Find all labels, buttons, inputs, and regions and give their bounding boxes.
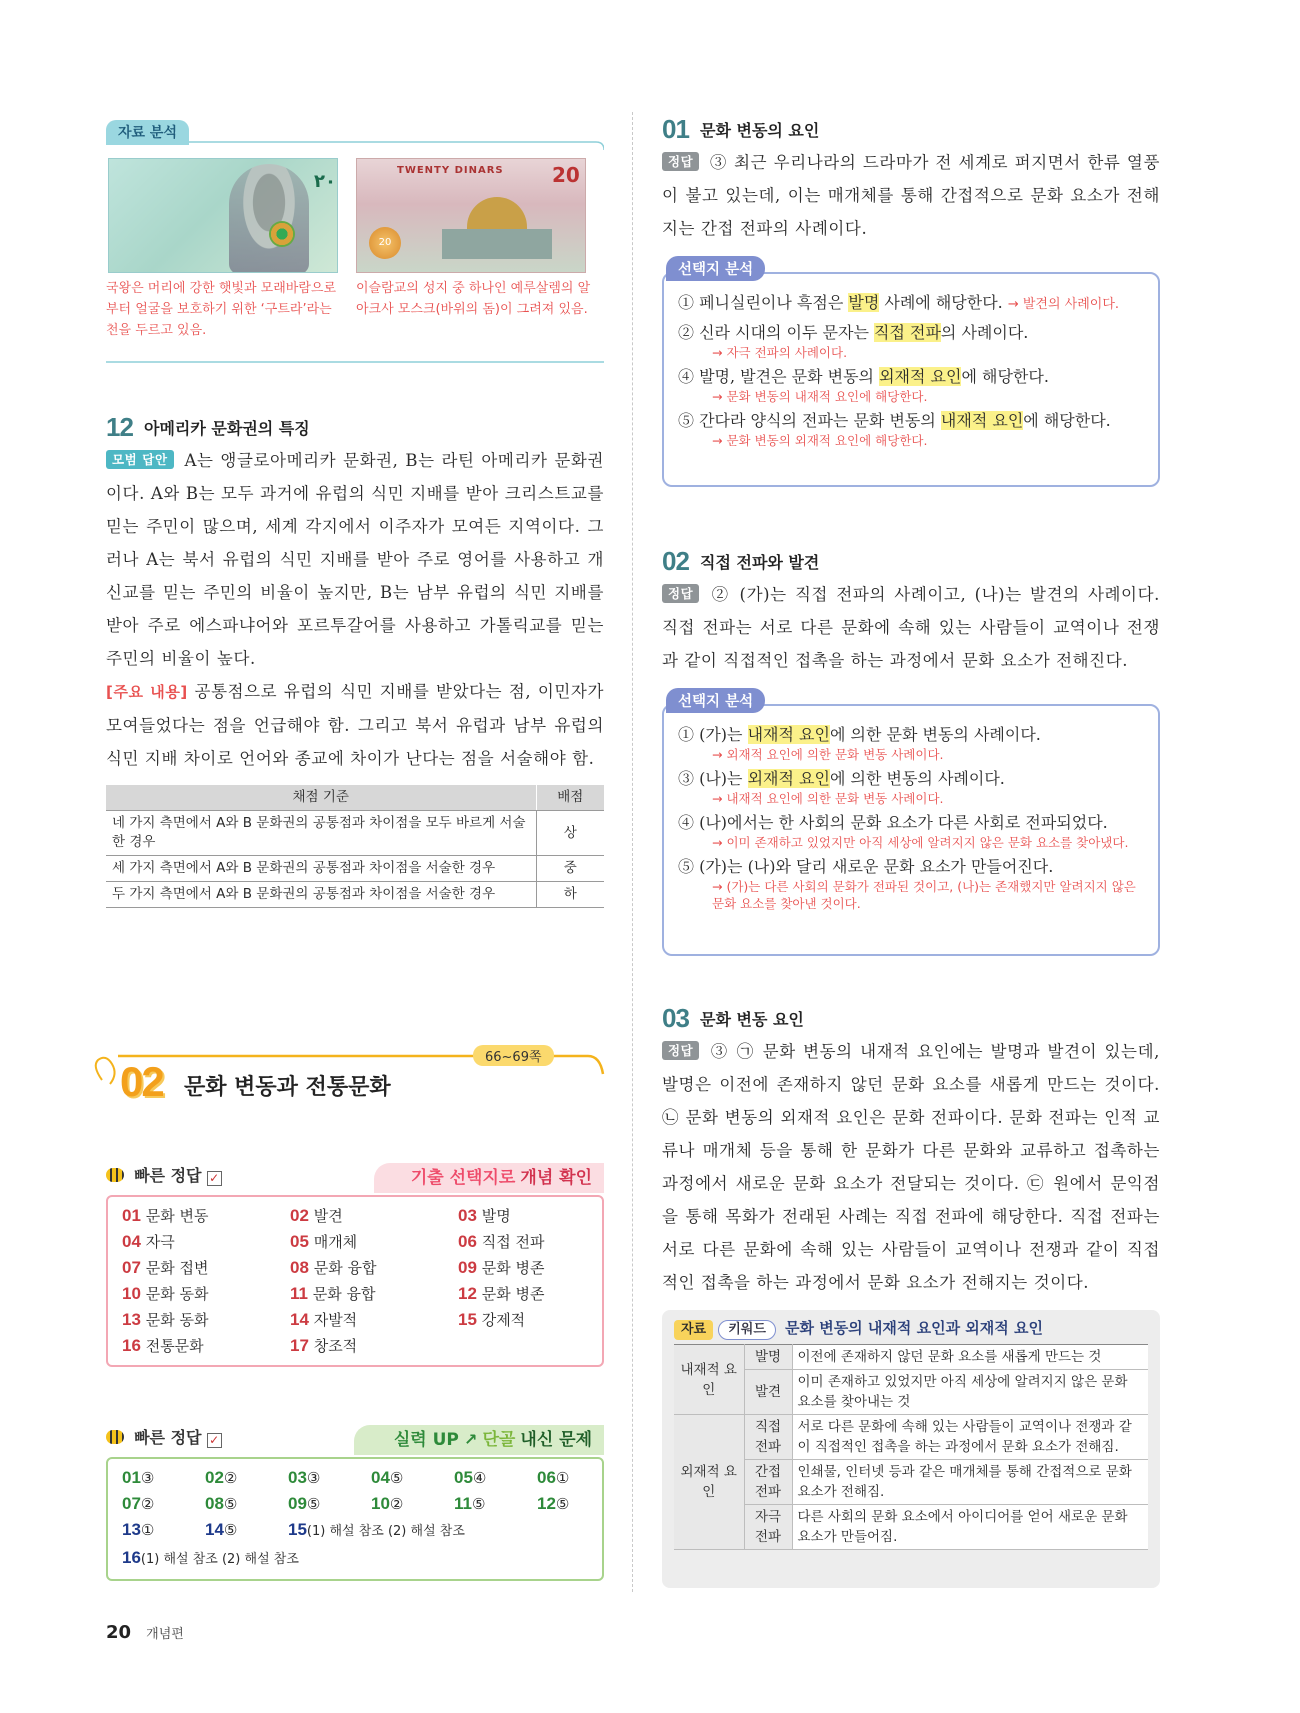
- bee-icon: [106, 1430, 124, 1444]
- rubric-header-score: 배점: [536, 785, 604, 811]
- answer-item: 02②: [205, 1468, 238, 1487]
- keyword-sub: 간접 전파: [744, 1460, 792, 1505]
- question-12: [106, 412, 604, 908]
- rubric-criteria: 세 가지 측면에서 A와 B 문화권의 공통점과 차이점을 서술한 경우: [106, 856, 536, 882]
- answer-tag: 정답: [662, 1041, 699, 1060]
- keyword-table-header: [674, 1316, 1148, 1344]
- quick-answer-2-grid: [122, 1465, 588, 1545]
- question-01-analysis-label: 선택지 분석: [666, 256, 765, 281]
- answer-item: 16 전통문화: [122, 1336, 204, 1355]
- check-icon: ✓: [207, 1171, 222, 1186]
- question-01: [662, 114, 1160, 245]
- question-12-number: 12: [106, 412, 133, 442]
- data-analysis-tag: [106, 120, 189, 145]
- keyword-tag-keyword: 키워드: [718, 1320, 776, 1340]
- banner-1-rest: 개념 확인: [520, 1168, 592, 1188]
- keyword-sub: 발명: [744, 1345, 792, 1370]
- quick-answer-1-header: [106, 1163, 604, 1195]
- answer-item: 03③: [288, 1468, 321, 1487]
- analysis-note: → 문화 변동의 외재적 요인에 해당한다.: [712, 433, 928, 448]
- answer-item: 03 발명: [458, 1206, 511, 1225]
- banner-1-highlight: 기출 선택지로: [410, 1168, 516, 1188]
- mosque-building-figure: [442, 229, 552, 259]
- answer-item: 01 문화 변동: [122, 1206, 209, 1225]
- quick-answer-2-box: [106, 1457, 604, 1581]
- answer-item: 08⑤: [205, 1494, 238, 1513]
- keyword-row: [674, 1460, 1148, 1505]
- answer-item: 06 직접 전파: [458, 1232, 545, 1251]
- quick-answer-2-label: 빠른 정답: [134, 1428, 202, 1447]
- analysis-item: ⑤ (가)는 (나)와 달리 새로운 문화 요소가 만들어진다.: [678, 857, 1054, 876]
- analysis-note: → 문화 변동의 내재적 요인에 해당한다.: [712, 389, 928, 404]
- question-01-header: [662, 114, 1160, 146]
- analysis-item: ③ (나)는 외재적 요인에 의한 변동의 사례이다.: [678, 769, 1005, 788]
- answer-item: 13 문화 동화: [122, 1310, 209, 1329]
- banknote-value: 20: [552, 163, 580, 187]
- banknote-portrait-figure: [229, 164, 309, 273]
- rubric-row: [106, 882, 604, 908]
- coin-figure: 20: [369, 227, 401, 259]
- answer-tag: 정답: [662, 152, 699, 171]
- question-01-number: 01: [662, 114, 689, 144]
- quick-answer-1-banner: [374, 1163, 604, 1193]
- question-12-header: [106, 412, 604, 442]
- question-12-key-points: [106, 675, 604, 775]
- grading-rubric-table: [106, 785, 604, 908]
- arrow-up-icon: ↗: [463, 1430, 478, 1449]
- keyword-desc: 이전에 존재하지 않던 문화 요소를 새롭게 만드는 것: [792, 1345, 1148, 1370]
- answer-item: 07 문화 접변: [122, 1258, 209, 1277]
- answer-item: 16(1) 해설 참조 (2) 해설 참조: [122, 1548, 299, 1567]
- check-icon: ✓: [207, 1433, 222, 1448]
- keyword-row: [674, 1415, 1148, 1460]
- answer-item: 06①: [537, 1468, 570, 1487]
- answer-item: 11 문화 융합: [290, 1284, 376, 1303]
- answer-item: 07②: [122, 1494, 155, 1513]
- question-01-answer-text: ③ 최근 우리나라의 드라마가 전 세계로 퍼지면서 한류 열풍이 불고 있는데, 이는 매개체를 통해 간접적으로 문화 요소가 전해지는 간접 전파의 사례이다.: [662, 153, 1160, 238]
- answer-item: 17 창조적: [290, 1336, 358, 1355]
- answer-item: 12 문화 병존: [458, 1284, 545, 1303]
- analysis-note: → 이미 존재하고 있었지만 아직 세상에 알려지지 않은 문화 요소를 찾아냈다.: [712, 835, 1129, 850]
- data-analysis-block: [106, 120, 604, 363]
- answer-item: 14⑤: [205, 1520, 238, 1539]
- rubric-score: 하: [536, 882, 604, 908]
- quick-answer-1-label: 빠른 정답: [134, 1166, 202, 1185]
- section-title: 문화 변동과 전통문화: [184, 1075, 391, 1100]
- keyword-row: [674, 1345, 1148, 1370]
- rubric-score: 상: [536, 811, 604, 856]
- answer-item: 09 문화 병존: [458, 1258, 545, 1277]
- keyword-row: [674, 1505, 1148, 1550]
- answer-item: 10②: [371, 1494, 404, 1513]
- quick-answer-2-header: [106, 1425, 604, 1457]
- question-03-answer: [662, 1035, 1160, 1299]
- answer-item: 04 자극: [122, 1232, 175, 1251]
- answer-item: 01③: [122, 1468, 155, 1487]
- answer-tag: 정답: [662, 584, 699, 603]
- answer-item: 12⑤: [537, 1494, 570, 1513]
- keyword-table: [674, 1344, 1148, 1550]
- keyword-desc: 서로 다른 문화에 속해 있는 사람들이 교역이나 전쟁과 같이 직접적인 접촉을 하는 과정에서 문화 요소가 전해짐.: [792, 1415, 1148, 1460]
- question-02-analysis-box: [662, 704, 1160, 956]
- keyword-sub: 자극 전파: [744, 1505, 792, 1550]
- section-header: [88, 1040, 608, 1120]
- answer-item: 05 매개체: [290, 1232, 358, 1251]
- analysis-note: → 내재적 요인에 의한 문화 변동 사례이다.: [712, 791, 944, 806]
- quick-answer-2-banner: [354, 1425, 604, 1455]
- answer-item: 08 문화 융합: [290, 1258, 377, 1277]
- rubric-criteria: 네 가지 측면에서 A와 B 문화권의 공통점과 차이점을 모두 바르게 서술한 경우: [106, 811, 536, 856]
- answer-item: 15 강제적: [458, 1310, 526, 1329]
- keyword-desc: 다른 사회의 문화 요소에서 아이디어를 얻어 새로운 문화 요소가 만들어짐.: [792, 1505, 1148, 1550]
- answer-item: 02 발견: [290, 1206, 343, 1225]
- question-03-answer-text: ③ ㉠ 문화 변동의 내재적 요인에는 발명과 발견이 있는데, 발명은 이전에 존재하지 않던 문화 요소를 새롭게 만드는 것이다. ㉡ 문화 변동의 외재적 요인은 문화 전파이다. 문화 전파는 인적 교류나 매개체 등을 통해 한 문화가 다른 문화와 교류하고 접촉하는 과정에서 새로운 문화 요소가 전달되는 것이다. ㉢ 원에서 문익점을 통해 목화가 전래된 사례는 직접 전파에 해당한다. 직접 전파는 서로 다른 문화에 속해 있는 사람들이 교역이나 전쟁과 같이 직접적인 접촉을 하는 과정에서 문화 요소가 전해지는 것이다.: [662, 1042, 1160, 1292]
- question-03-header: [662, 1003, 1160, 1035]
- answer-item: 04⑤: [371, 1468, 404, 1487]
- key-points-text: 공통점으로 유럽의 식민 지배를 받았다는 점, 이민자가 모여들었다는 점을 언급해야 함. 그리고 북서 유럽과 남부 유럽의 식민 지배 차이로 언어와 종교에 차이가 난다는 점을 서술해야 함.: [106, 682, 605, 768]
- rubric-row: [106, 811, 604, 856]
- section-number: 02: [120, 1058, 163, 1105]
- question-02-analysis-label: 선택지 분석: [666, 688, 765, 713]
- rubric-header-criteria: 채점 기준: [106, 785, 536, 811]
- model-answer-text: A는 앵글로아메리카 문화권, B는 라틴 아메리카 문화권이다. A와 B는 모두 과거에 유럽의 식민 지배를 받아 크리스트교를 믿는 주민이 많으며, 세계 각지에서 이주자가 모여든 지역이다. 그러나 A는 북서 유럽의 식민 지배를 받아 주로 영어를 사용하고 개신교를 믿는 주민의 비율이 높지만, B는 남부 유럽의 식민 지배를 받아 주로 에스파냐어와 포르투갈어를 사용하고 가톨릭교를 믿는 주민의 비율이 높다.: [106, 451, 604, 668]
- rubric-criteria: 두 가지 측면에서 A와 B 문화권의 공통점과 차이점을 서술한 경우: [106, 882, 536, 908]
- quick-answer-1-box: [106, 1195, 604, 1367]
- model-answer-tag: 모범 답안: [106, 450, 174, 469]
- rubric-header-row: [106, 785, 604, 811]
- keyword-tag-data: 자료: [674, 1320, 713, 1340]
- question-01-analysis-box: [662, 272, 1160, 487]
- banknote-portrait-image: [108, 158, 338, 273]
- banknote-number: ٢٠: [314, 171, 336, 192]
- question-03-title: 문화 변동 요인: [700, 1010, 804, 1029]
- answer-item: 05④: [454, 1468, 487, 1487]
- keyword-table-box: [662, 1310, 1160, 1588]
- page-footer: [106, 1622, 184, 1643]
- analysis-item: ① (가)는 내재적 요인에 의한 문화 변동의 사례이다.: [678, 725, 1041, 744]
- banknote1-caption: 국왕은 머리에 강한 햇빛과 모래바람으로부터 얼굴을 보호하기 위한 ‘구트라’라는 천을 두르고 있음.: [106, 281, 337, 338]
- section-pages-text: 66~69쪽: [485, 1050, 542, 1065]
- question-03: [662, 1003, 1160, 1299]
- answer-item: 13①: [122, 1520, 155, 1539]
- external-factor-cell: 외재적 요인: [674, 1415, 744, 1550]
- banknote-mosque-image: [356, 158, 586, 273]
- answer-item: 09⑤: [288, 1494, 321, 1513]
- analysis-note: → 자극 전파의 사례이다.: [712, 345, 848, 360]
- banknote-title: TWENTY DINARS: [397, 165, 504, 176]
- page-label: 개념편: [146, 1627, 184, 1642]
- banner-2-part-c: 내신 문제: [520, 1430, 592, 1450]
- question-12-answer: [106, 444, 604, 675]
- page-number: 20: [106, 1622, 132, 1643]
- analysis-item: ④ 발명, 발견은 문화 변동의 외재적 요인에 해당한다.: [678, 367, 1049, 386]
- quick-answer-problems: [106, 1425, 604, 1581]
- key-points-label: [주요 내용]: [106, 683, 188, 701]
- analysis-item: ⑤ 간다라 양식의 전파는 문화 변동의 내재적 요인에 해당한다.: [678, 411, 1111, 430]
- banner-2-part-a: 실력 UP: [393, 1430, 459, 1450]
- analysis-note: → 외재적 요인에 의한 문화 변동 사례이다.: [712, 747, 944, 762]
- question-01-title: 문화 변동의 요인: [700, 121, 820, 140]
- analysis-item: ① 페니실린이나 흑점은 발명 사례에 해당한다. → 발견의 사례이다.: [678, 293, 1120, 312]
- keyword-table-title: 문화 변동의 내재적 요인과 외재적 요인: [785, 1319, 1043, 1337]
- quick-answer-concepts: [106, 1163, 604, 1367]
- question-02-answer: [662, 578, 1160, 677]
- question-01-answer: [662, 146, 1160, 245]
- analysis-note: → (가)는 다른 사회의 문화가 전파된 것이고, (나)는 존재했지만 알려지지 않은 문화 요소를 찾아낸 것이다.: [712, 879, 1136, 911]
- answer-item: 15(1) 해설 참조 (2) 해설 참조: [288, 1520, 465, 1539]
- question-02-answer-text: ② (가)는 직접 전파의 사례이고, (나)는 발견의 사례이다. 직접 전파는 서로 다른 문화에 속해 있는 사람들이 교역이나 전쟁과 같이 직접적인 접촉을 하는 과정에서 문화 요소가 전해진다.: [662, 585, 1160, 670]
- keyword-sub: 직접 전파: [744, 1415, 792, 1460]
- question-02-header: [662, 546, 1160, 578]
- section-pages-badge: [473, 1045, 554, 1066]
- analysis-item: ④ (나)에서는 한 사회의 문화 요소가 다른 사회로 전파되었다.: [678, 813, 1108, 832]
- banknote2-caption: 이슬람교의 성지 중 하나인 예루살렘의 알 아크사 모스크(바위의 돔)이 그려져 있음.: [356, 281, 591, 317]
- column-divider: [632, 112, 633, 1592]
- bee-icon: [106, 1168, 124, 1182]
- banknote-emblem: [269, 221, 295, 247]
- keyword-desc: 이미 존재하고 있었지만 아직 세상에 알려지지 않은 문화 요소를 찾아내는 것: [792, 1370, 1148, 1415]
- data-analysis-tag-text: 자료 분석: [118, 125, 177, 141]
- rubric-row: [106, 856, 604, 882]
- question-02: [662, 546, 1160, 677]
- answer-item: 10 문화 동화: [122, 1284, 209, 1303]
- keyword-desc: 인쇄물, 인터넷 등과 같은 매개체를 통해 간접적으로 문화 요소가 전해짐.: [792, 1460, 1148, 1505]
- question-12-title: 아메리카 문화권의 특징: [144, 419, 310, 438]
- banner-2-part-b: 단골: [482, 1430, 516, 1450]
- analysis-note: → 발견의 사례이다.: [1007, 297, 1120, 312]
- rubric-score: 중: [536, 856, 604, 882]
- internal-factor-cell: 내재적 요인: [674, 1345, 744, 1415]
- keyword-row: [674, 1370, 1148, 1415]
- answer-item: 11⑤: [454, 1494, 486, 1513]
- question-03-number: 03: [662, 1003, 689, 1033]
- keyword-sub: 발견: [744, 1370, 792, 1415]
- question-02-number: 02: [662, 546, 689, 576]
- analysis-item: ② 신라 시대의 이두 문자는 직접 전파의 사례이다.: [678, 323, 1029, 342]
- answer-item: 14 자발적: [290, 1310, 358, 1329]
- dome-of-rock-figure: [467, 197, 527, 231]
- question-02-title: 직접 전파와 발견: [700, 553, 820, 572]
